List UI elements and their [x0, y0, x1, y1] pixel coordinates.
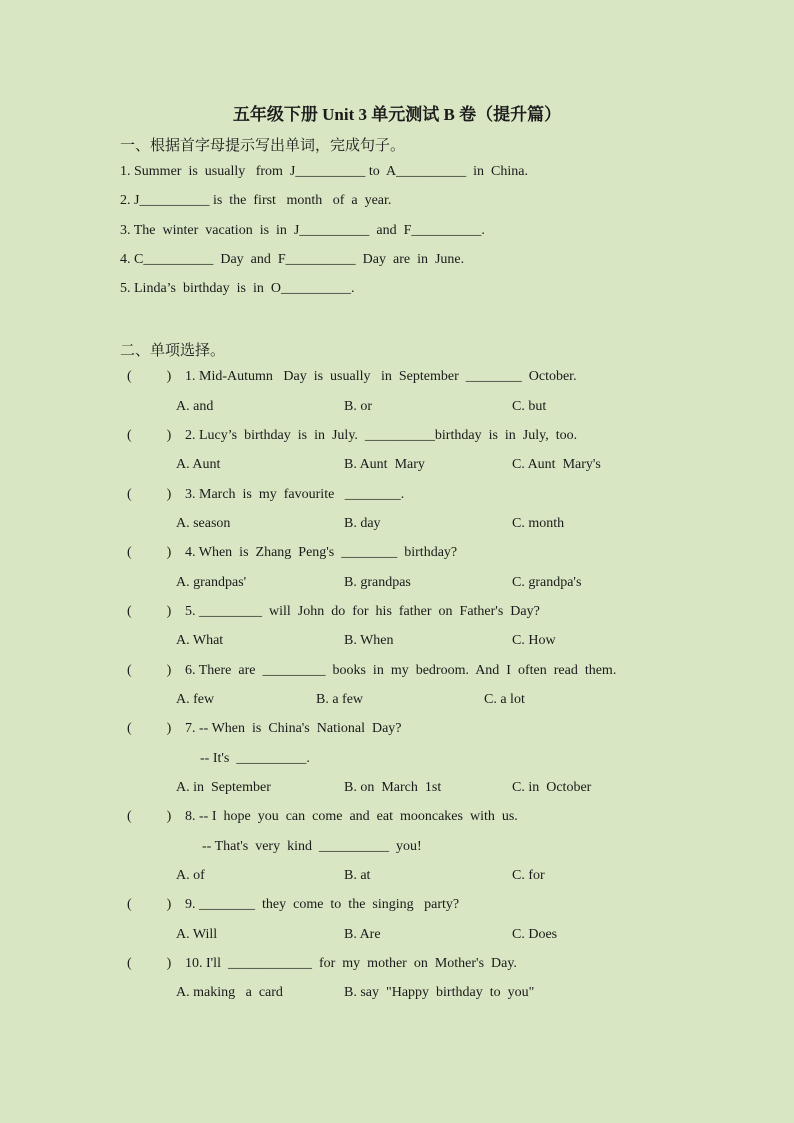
option-c: C. in October	[512, 780, 592, 795]
fill-item-3: 3. The winter vacation is in J__________ and F__________.	[120, 223, 485, 238]
option-b: B. Are	[344, 927, 381, 942]
fill-item-1: 1. Summer is usually from J__________ to A__________ in China.	[120, 164, 528, 179]
answer-bracket: ( )	[127, 428, 172, 443]
option-a: A. Aunt	[176, 457, 221, 472]
option-a: A. of	[176, 868, 205, 883]
answer-bracket: ( )	[127, 809, 172, 824]
option-a: A. in September	[176, 780, 271, 795]
question-9: 9. ________ they come to the singing party?	[185, 897, 460, 912]
option-c: C. month	[512, 516, 565, 531]
option-a: A. making a card	[176, 985, 283, 1000]
option-a: A. What	[176, 633, 224, 648]
answer-bracket: ( )	[127, 487, 172, 502]
option-b: B. say "Happy birthday to you"	[344, 985, 535, 1000]
answer-bracket: ( )	[127, 721, 172, 736]
fill-item-5: 5. Linda’s birthday is in O__________.	[120, 281, 355, 296]
answer-bracket: ( )	[127, 897, 172, 912]
option-c: C. a lot	[484, 692, 525, 707]
question-8-reply: -- That's very kind __________ you!	[202, 839, 422, 854]
option-b: B. When	[344, 633, 394, 648]
option-b: B. at	[344, 868, 371, 883]
option-a: A. and	[176, 399, 214, 414]
answer-bracket: ( )	[127, 545, 172, 560]
question-8: 8. -- I hope you can come and eat mooncakes with us.	[185, 809, 518, 824]
option-c: C. How	[512, 633, 556, 648]
option-a: A. season	[176, 516, 231, 531]
answer-bracket: ( )	[127, 663, 172, 678]
page-title: 五年级下册 Unit 3 单元测试 B 卷（提升篇）	[232, 105, 562, 124]
option-b: B. or	[344, 399, 372, 414]
question-5: 5. _________ will John do for his father on Father's Day?	[185, 604, 540, 619]
fill-item-2: 2. J__________ is the first month of a year.	[120, 193, 392, 208]
section2-heading: 二、单项选择。	[120, 343, 226, 359]
question-3: 3. March is my favourite ________.	[185, 487, 405, 502]
question-7-reply: -- It's __________.	[200, 751, 310, 766]
option-b: B. a few	[316, 692, 364, 707]
option-b: B. Aunt Mary	[344, 457, 425, 472]
option-c: C. grandpa's	[512, 575, 582, 590]
option-a: A. grandpas'	[176, 575, 247, 590]
option-c: C. for	[512, 868, 545, 883]
option-c: C. Aunt Mary's	[512, 457, 601, 472]
option-c: C. but	[512, 399, 547, 414]
section1-heading: 一、根据首字母提示写出单词，完成句子。	[120, 138, 406, 154]
fill-item-4: 4. C__________ Day and F__________ Day are in June.	[120, 252, 465, 267]
option-b: B. on March 1st	[344, 780, 442, 795]
option-b: B. day	[344, 516, 381, 531]
question-7: 7. -- When is China's National Day?	[185, 721, 402, 736]
option-a: A. few	[176, 692, 215, 707]
option-c: C. Does	[512, 927, 558, 942]
question-6: 6. There are _________ books in my bedroom. And I often read them.	[185, 663, 617, 678]
answer-bracket: ( )	[127, 956, 172, 971]
question-10: 10. I'll ____________ for my mother on Mother's Day.	[185, 956, 517, 971]
question-1: 1. Mid-Autumn Day is usually in September ________ October.	[185, 369, 577, 384]
question-2: 2. Lucy’s birthday is in July. __________birthday is in July, too.	[185, 428, 578, 443]
option-b: B. grandpas	[344, 575, 411, 590]
answer-bracket: ( )	[127, 604, 172, 619]
option-a: A. Will	[176, 927, 218, 942]
answer-bracket: ( )	[127, 369, 172, 384]
question-4: 4. When is Zhang Peng's ________ birthday?	[185, 545, 458, 560]
